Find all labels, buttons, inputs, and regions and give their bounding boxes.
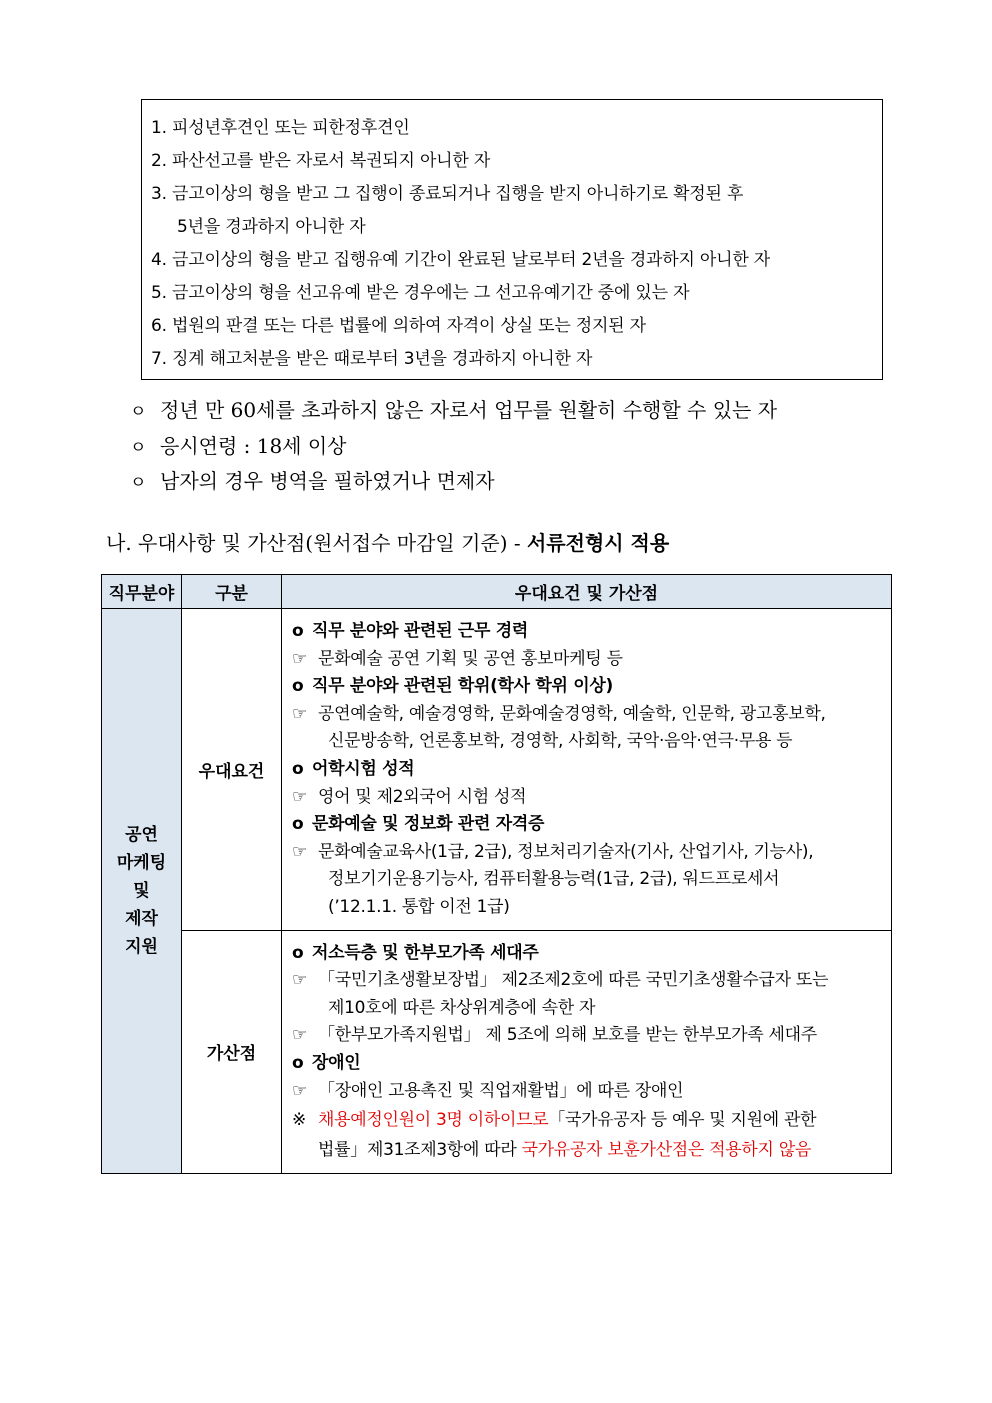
preference-detail-continued: (’12.1.1. 통합 이전 1급) — [328, 896, 510, 917]
bonus-detail-continued: 제10호에 따른 차상위계층에 속한 자 — [328, 997, 596, 1018]
section-title-bold: 서류전형시 적용 — [526, 531, 670, 555]
preference-heading: o 어학시험 성적 — [292, 758, 415, 779]
preference-heading: o 직무 분야와 관련된 근무 경력 — [292, 621, 528, 641]
field-line: 마케팅 — [116, 853, 167, 874]
disqualification-item: 4. 금고이상의 형을 받고 집행유예 기간이 완료된 날로부터 2년을 경과하지 아니한 자 — [151, 250, 771, 270]
preference-detail: ☞ 영어 및 제2외국어 시험 성적 — [292, 786, 527, 807]
requirement-text: 남자의 경우 병역을 필하였거나 면제자 — [160, 469, 495, 493]
category-bonus: 가산점 — [182, 930, 282, 1174]
section-title: 나. 우대사항 및 가산점(원서접수 마감일 기준) - — [106, 531, 527, 555]
disqualification-item: 1. 피성년후견인 또는 피한정후견인 — [151, 118, 410, 138]
requirement-item — [130, 394, 777, 430]
field-line: 지원 — [125, 937, 158, 958]
note-red-text: 채용예정인원이 3명 이하이므로 — [318, 1110, 549, 1131]
bullet-marker: ㅇ — [130, 402, 147, 422]
header-details: 우대요건 및 가산점 — [282, 575, 892, 609]
bonus-detail: ☞ 「한부모가족지원법」 제 5조에 의해 보호를 받는 한부모가족 세대주 — [292, 1025, 817, 1046]
requirement-text: 응시연령 : 18세 이상 — [160, 433, 347, 458]
bonus-detail: ☞ 「장애인 고용촉진 및 직업재활법」에 따른 장애인 — [292, 1080, 684, 1101]
preference-detail: ☞ 공연예술학, 예술경영학, 문화예술경영학, 예술학, 인문학, 광고홍보학, — [292, 703, 826, 724]
section-heading — [106, 527, 669, 556]
field-line: 제작 — [125, 909, 158, 930]
requirement-list — [130, 394, 777, 501]
preference-detail: ☞ 문화예술 공연 기획 및 공연 홍보마케팅 등 — [292, 648, 623, 669]
field-cell — [102, 609, 182, 1174]
note-text: 「국가유공자 등 예우 및 지원에 관한 — [548, 1110, 817, 1131]
table-row-bonus — [102, 930, 892, 1174]
field-line: 공연 — [125, 825, 158, 846]
disqualification-item: 2. 파산선고를 받은 자로서 복권되지 아니한 자 — [151, 151, 491, 171]
bonus-heading: o 장애인 — [292, 1052, 361, 1073]
disqualification-item: 5. 금고이상의 형을 선고유예 받은 경우에는 그 선고유예기간 중에 있는 자 — [151, 283, 690, 303]
requirement-item — [130, 430, 777, 466]
note-text: 법률」제31조제3항에 따라 — [318, 1140, 517, 1161]
requirement-item — [130, 465, 777, 501]
preference-detail-continued: 정보기기운용기능사, 컴퓨터활용능력(1급, 2급), 워드프로세서 — [328, 869, 780, 890]
header-field: 직무분야 — [102, 575, 182, 609]
table-row-preference — [102, 609, 892, 931]
bonus-detail: ☞ 「국민기초생활보장법」 제2조제2호에 따른 국민기초생활수급자 또는 — [292, 970, 829, 991]
preference-heading: o 직무 분야와 관련된 학위(학사 학위 이상) — [292, 676, 613, 697]
preference-detail: ☞ 문화예술교육사(1급, 2급), 정보처리기술자(기사, 산업기사, 기능사), — [292, 841, 814, 862]
disqualification-item: 3. 금고이상의 형을 받고 그 집행이 종료되거나 집행을 받지 아니하기로 확정된 후 — [151, 184, 744, 204]
disqualification-item-continued: 5년을 경과하지 아니한 자 — [177, 217, 366, 237]
header-category: 구분 — [182, 575, 282, 609]
preference-detail-continued: 신문방송학, 언론홍보학, 경영학, 사회학, 국악·음악·연극·무용 등 — [328, 731, 793, 752]
veteran-note-continued — [292, 1135, 883, 1165]
disqualification-item: 7. 징계 해고처분을 받은 때로부터 3년을 경과하지 아니한 자 — [151, 349, 593, 369]
note-red-text: 국가유공자 보훈가산점은 적용하지 않음 — [521, 1140, 811, 1161]
bonus-details — [282, 930, 892, 1174]
bullet-marker: ㅇ — [130, 437, 147, 458]
preference-heading: o 문화예술 및 정보화 관련 자격증 — [292, 814, 545, 835]
category-preference: 우대요건 — [182, 609, 282, 931]
disqualification-item: 6. 법원의 판결 또는 다른 법률에 의하여 자격이 상실 또는 정지된 자 — [151, 316, 646, 336]
disqualification-box — [141, 99, 883, 380]
preference-table — [101, 574, 892, 1174]
requirement-text: 정년 만 60세를 초과하지 않은 자로서 업무를 원활히 수행할 수 있는 자 — [160, 398, 778, 422]
bullet-marker: ㅇ — [130, 473, 147, 493]
preference-details — [282, 609, 892, 931]
veteran-note: ※ 채용예정인원이 3명 이하이므로「국가유공자 등 예우 및 지원에 관한 — [292, 1110, 817, 1131]
field-line: 및 — [133, 881, 150, 902]
bonus-heading: o 저소득층 및 한부모가족 세대주 — [292, 942, 539, 963]
table-header-row — [102, 575, 892, 609]
